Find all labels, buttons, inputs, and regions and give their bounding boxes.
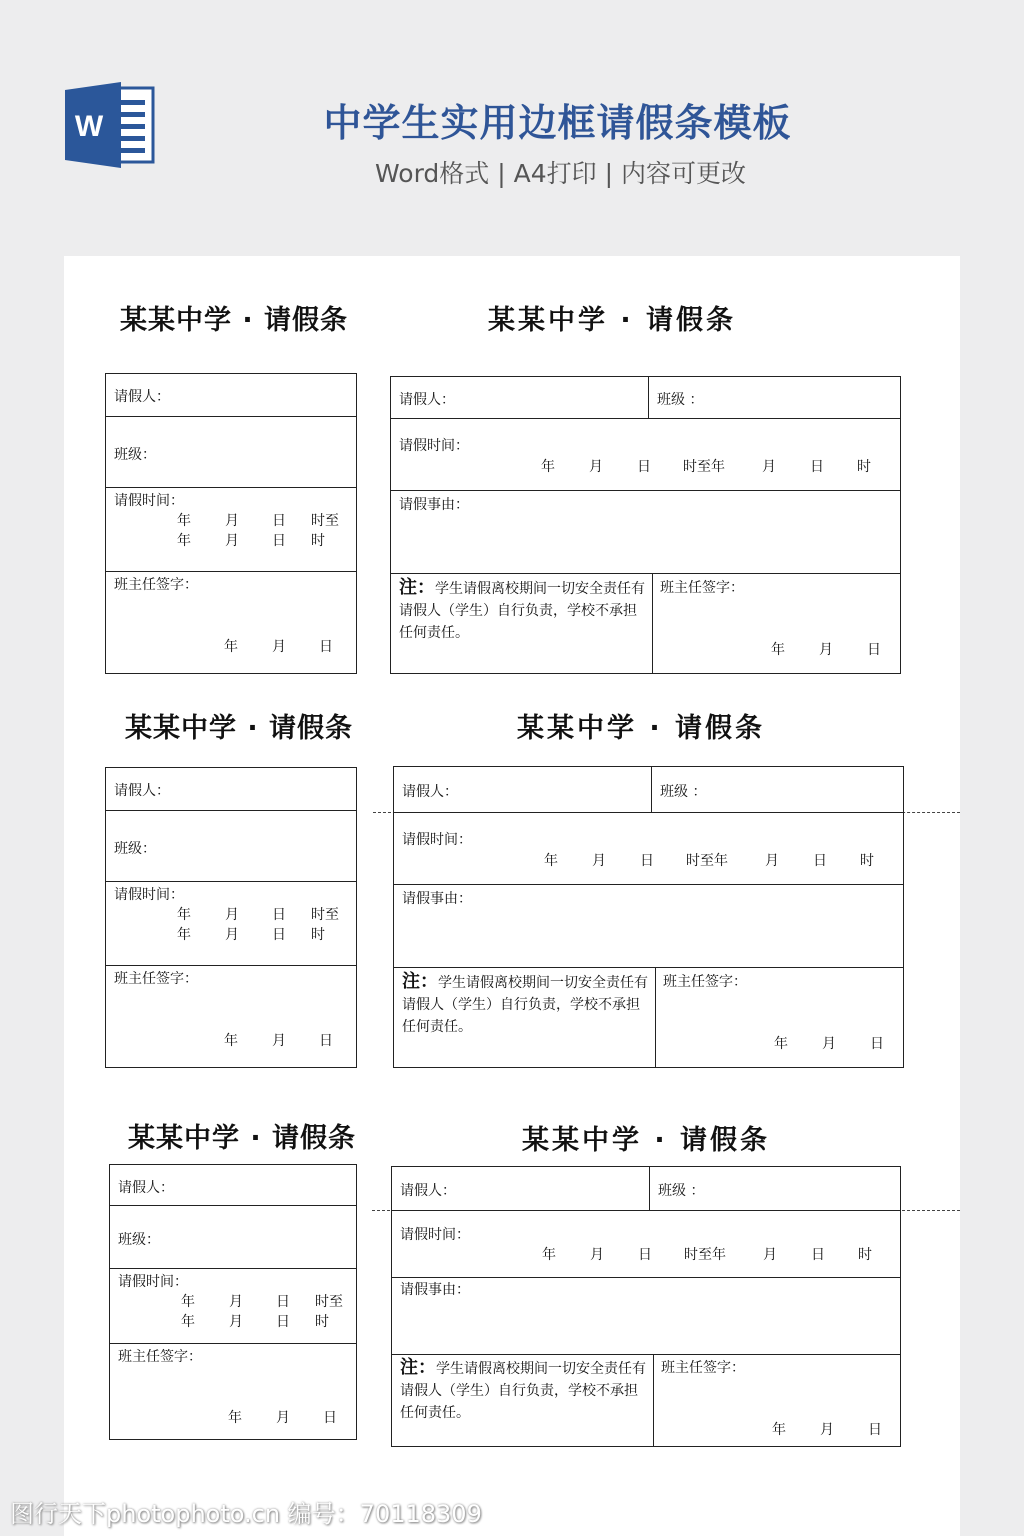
note-text: 学生请假离校期间一切安全责任有请假人（学生）自行负责，学校不承担任何责任。 xyxy=(400,1361,646,1421)
month-unit: 月 xyxy=(822,1036,836,1052)
year-unit: 年 xyxy=(181,1294,195,1310)
month-unit: 月 xyxy=(225,907,239,923)
month-unit: 月 xyxy=(229,1294,243,1310)
class-label: 班级： xyxy=(114,841,156,857)
small-form-title: 某某中学 · 请假条 xyxy=(125,713,354,744)
day-unit: 日 xyxy=(319,1033,333,1049)
note-text: 学生请假离校期间一切安全责任有请假人（学生）自行负责，学校不承担任何责任。 xyxy=(402,975,648,1035)
large-form-title: 某某中学 · 请假条 xyxy=(488,305,737,336)
large-leave-form xyxy=(390,376,901,674)
class-label: 班级 ： xyxy=(657,392,704,408)
hour-unit: 时 xyxy=(857,459,871,475)
month-unit: 月 xyxy=(225,513,239,529)
year-unit: 年 xyxy=(772,1422,786,1438)
day-unit: 日 xyxy=(272,927,286,943)
hour-to-unit: 时至 xyxy=(315,1294,343,1310)
leave-reason-label: 请假事由： xyxy=(402,891,472,907)
month-unit: 月 xyxy=(763,1247,777,1263)
page-title: 中学生实用边框请假条模板 xyxy=(323,101,792,145)
hour-to-year-unit: 时至年 xyxy=(683,459,725,475)
month-unit: 月 xyxy=(225,533,239,549)
day-unit: 日 xyxy=(272,907,286,923)
small-leave-form xyxy=(105,373,357,674)
watermark: 图行天下photophoto.cn 编号：70118309 xyxy=(10,1500,482,1528)
day-unit: 日 xyxy=(272,533,286,549)
applicant-label: 请假人： xyxy=(400,1183,456,1199)
day-unit: 日 xyxy=(810,459,824,475)
month-unit: 月 xyxy=(229,1314,243,1330)
hour-unit: 时 xyxy=(311,927,325,943)
year-unit: 年 xyxy=(544,853,558,869)
day-unit: 日 xyxy=(813,853,827,869)
year-unit: 年 xyxy=(228,1410,242,1426)
hour-to-unit: 时至 xyxy=(311,907,339,923)
day-unit: 日 xyxy=(640,853,654,869)
word-logo-letter: W xyxy=(74,110,104,143)
day-unit: 日 xyxy=(867,642,881,658)
year-unit: 年 xyxy=(771,642,785,658)
note-prefix: 注： xyxy=(399,577,435,598)
month-unit: 月 xyxy=(272,639,286,655)
leave-time-label: 请假时间： xyxy=(402,832,472,848)
small-leave-form xyxy=(105,767,357,1068)
hour-unit: 时 xyxy=(858,1247,872,1263)
class-label: 班级： xyxy=(114,447,156,463)
year-unit: 年 xyxy=(177,533,191,549)
leave-time-label: 请假时间： xyxy=(114,493,184,509)
day-unit: 日 xyxy=(638,1247,652,1263)
day-unit: 日 xyxy=(323,1410,337,1426)
note-prefix: 注： xyxy=(402,971,438,992)
day-unit: 日 xyxy=(272,513,286,529)
leave-time-label: 请假时间： xyxy=(399,438,469,454)
applicant-label: 请假人： xyxy=(114,389,170,405)
applicant-label: 请假人： xyxy=(114,783,170,799)
day-unit: 日 xyxy=(319,639,333,655)
month-unit: 月 xyxy=(276,1410,290,1426)
month-unit: 月 xyxy=(590,1247,604,1263)
applicant-label: 请假人： xyxy=(399,392,455,408)
hour-to-year-unit: 时至年 xyxy=(684,1247,726,1263)
year-unit: 年 xyxy=(177,927,191,943)
leave-time-label: 请假时间： xyxy=(114,887,184,903)
day-unit: 日 xyxy=(276,1294,290,1310)
month-unit: 月 xyxy=(225,927,239,943)
day-unit: 日 xyxy=(637,459,651,475)
day-unit: 日 xyxy=(870,1036,884,1052)
hour-unit: 时 xyxy=(315,1314,329,1330)
teacher-sign-label: 班主任签字： xyxy=(663,974,747,990)
teacher-sign-label: 班主任签字： xyxy=(661,1360,745,1376)
hour-unit: 时 xyxy=(860,853,874,869)
hour-to-unit: 时至 xyxy=(311,513,339,529)
large-form-title: 某某中学 · 请假条 xyxy=(522,1125,771,1156)
applicant-label: 请假人： xyxy=(118,1180,174,1196)
year-unit: 年 xyxy=(224,1033,238,1049)
safety-note xyxy=(399,577,647,644)
safety-note xyxy=(400,1357,648,1424)
month-unit: 月 xyxy=(762,459,776,475)
teacher-sign-label: 班主任签字： xyxy=(118,1349,202,1365)
month-unit: 月 xyxy=(820,1422,834,1438)
month-unit: 月 xyxy=(272,1033,286,1049)
template-sheet xyxy=(64,256,960,1536)
safety-note xyxy=(402,971,650,1038)
teacher-sign-label: 班主任签字： xyxy=(114,971,198,987)
large-leave-form xyxy=(393,766,904,1068)
month-unit: 月 xyxy=(765,853,779,869)
day-unit: 日 xyxy=(276,1314,290,1330)
note-text: 学生请假离校期间一切安全责任有请假人（学生）自行负责，学校不承担任何责任。 xyxy=(399,581,645,641)
applicant-label: 请假人： xyxy=(402,784,458,800)
teacher-sign-label: 班主任签字： xyxy=(114,577,198,593)
hour-unit: 时 xyxy=(311,533,325,549)
year-unit: 年 xyxy=(177,513,191,529)
large-leave-form xyxy=(391,1166,901,1447)
large-form-title: 某某中学 · 请假条 xyxy=(517,713,766,744)
leave-reason-label: 请假事由： xyxy=(399,497,469,513)
class-label: 班级： xyxy=(118,1232,160,1248)
small-leave-form xyxy=(109,1164,357,1440)
day-unit: 日 xyxy=(811,1247,825,1263)
small-form-title: 某某中学 · 请假条 xyxy=(120,305,349,336)
year-unit: 年 xyxy=(774,1036,788,1052)
small-form-title: 某某中学 · 请假条 xyxy=(128,1123,357,1154)
year-unit: 年 xyxy=(177,907,191,923)
hour-to-year-unit: 时至年 xyxy=(686,853,728,869)
year-unit: 年 xyxy=(224,639,238,655)
class-label: 班级 ： xyxy=(658,1183,705,1199)
year-unit: 年 xyxy=(541,459,555,475)
year-unit: 年 xyxy=(542,1247,556,1263)
teacher-sign-label: 班主任签字： xyxy=(660,580,744,596)
year-unit: 年 xyxy=(181,1314,195,1330)
month-unit: 月 xyxy=(589,459,603,475)
month-unit: 月 xyxy=(592,853,606,869)
page-subtitle: Word格式 | A4打印 | 内容可更改 xyxy=(375,159,746,188)
leave-reason-label: 请假事由： xyxy=(400,1282,470,1298)
month-unit: 月 xyxy=(819,642,833,658)
leave-time-label: 请假时间： xyxy=(118,1274,188,1290)
day-unit: 日 xyxy=(868,1422,882,1438)
leave-time-label: 请假时间： xyxy=(400,1227,470,1243)
note-prefix: 注： xyxy=(400,1357,436,1378)
page-header xyxy=(0,0,1024,250)
class-label: 班级 ： xyxy=(660,784,707,800)
